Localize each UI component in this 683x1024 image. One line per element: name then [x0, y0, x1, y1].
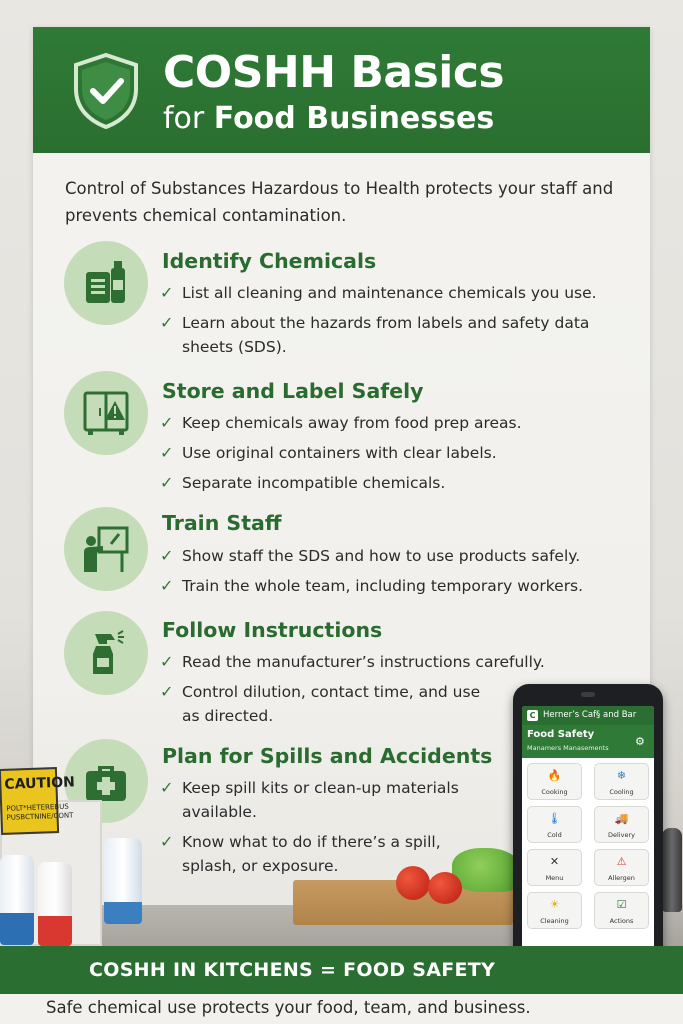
check-icon: ✓: [160, 832, 174, 851]
section-title: Plan for Spills and Accidents: [162, 744, 493, 768]
check-icon: ✓: [160, 473, 174, 492]
list-item: [160, 441, 630, 465]
subtitle-strong: Food Businesses: [213, 101, 495, 136]
pepper-grinder: [662, 828, 682, 912]
footer: [0, 994, 683, 1024]
list-item: [160, 471, 630, 495]
section-icon-circle: [64, 507, 148, 591]
bullet-text: Keep spill kits or clean-up materials available.: [182, 779, 459, 821]
tile-label: Delivery: [608, 831, 635, 839]
poster-header: [33, 27, 650, 153]
tile-delivery[interactable]: [594, 806, 649, 843]
intro-text: Control of Substances Hazardous to Health protects your staff and prevents chemical contamination.: [65, 179, 614, 225]
check-icon: ✓: [160, 778, 174, 797]
tile-allergen[interactable]: [594, 849, 649, 886]
tile-label: Menu: [545, 874, 564, 882]
section-icon-circle: [64, 611, 148, 695]
bullet-text: Use original containers with clear labels.: [182, 444, 497, 462]
caution-title: CAUTION: [4, 774, 76, 793]
bullet-list: [160, 650, 545, 728]
detergent-bottle: [104, 838, 142, 924]
check-icon: ✓: [160, 576, 174, 595]
spray-bottle: [38, 862, 72, 946]
clipboard-check-icon: ☑: [616, 898, 627, 911]
gear-icon[interactable]: ⚙: [635, 735, 645, 748]
bullet-list: [160, 544, 630, 598]
list-item: [160, 311, 630, 359]
check-icon: ✓: [160, 313, 174, 332]
bullet-text: List all cleaning and maintenance chemicals you use.: [182, 284, 597, 302]
smartphone: [513, 684, 663, 966]
bullet-list: [160, 411, 630, 495]
section-title: Store and Label Safely: [162, 379, 424, 403]
chemical-bottles-icon: [81, 258, 131, 308]
tile-cold[interactable]: [527, 806, 582, 843]
list-item: [160, 776, 480, 824]
caution-line: POLT*HETEREBUS: [6, 802, 69, 813]
section-title: Identify Chemicals: [162, 249, 377, 273]
check-icon: ✓: [160, 682, 174, 701]
check-icon: ✓: [160, 652, 174, 671]
list-item: [160, 830, 480, 878]
caution-text: [6, 802, 73, 822]
section-title: Train Staff: [162, 511, 282, 535]
shield-check-icon: [70, 51, 142, 131]
check-icon: ✓: [160, 413, 174, 432]
bullet-text: Show staff the SDS and how to use products safely.: [182, 547, 581, 565]
check-icon: ✓: [160, 546, 174, 565]
tile-label: Cooling: [609, 788, 634, 796]
app-bar: [522, 706, 654, 725]
list-item: [160, 281, 630, 305]
tile-label: Cooking: [541, 788, 568, 796]
tile-label: Allergen: [608, 874, 635, 882]
bullet-text: Read the manufacturer’s instructions carefully.: [182, 653, 545, 671]
caution-line: PUSBCTNINE/CONT: [6, 811, 74, 822]
banner-text: COSHH IN KITCHENS = FOOD SAFETY: [89, 959, 496, 981]
footer-text: Safe chemical use protects your food, team, and business.: [46, 998, 531, 1017]
tomato: [428, 872, 462, 904]
tile-actions[interactable]: [594, 892, 649, 929]
list-item: [160, 544, 630, 568]
bullet-list: [160, 776, 480, 878]
bullet-list: [160, 281, 630, 359]
phone-screen: [522, 706, 654, 955]
bullet-text: Keep chemicals away from food prep areas.: [182, 414, 522, 432]
lettuce: [452, 848, 522, 892]
snowflake-icon: ❄: [616, 769, 627, 782]
hazard-cabinet-icon: [81, 388, 131, 438]
section-title: Follow Instructions: [162, 618, 383, 642]
tile-label: Actions: [609, 917, 634, 925]
bullet-text: Train the whole team, including temporary workers.: [182, 577, 584, 595]
truck-icon: 🚚: [614, 812, 629, 825]
tile-cleaning[interactable]: [527, 892, 582, 929]
warning-shield-icon: ⚠: [616, 855, 627, 868]
spray-bottle-icon: [81, 628, 131, 678]
app-subtitle: Manamers Manasements: [527, 744, 609, 752]
trainer-board-icon: [81, 524, 131, 574]
tile-menu[interactable]: [527, 849, 582, 886]
bullet-text: Separate incompatible chemicals.: [182, 474, 446, 492]
utensils-icon: ✕: [549, 855, 560, 868]
tile-cooking[interactable]: [527, 763, 582, 800]
check-icon: ✓: [160, 443, 174, 462]
tile-label: Cleaning: [540, 917, 569, 925]
flame-icon: 🔥: [547, 769, 562, 782]
list-item: [160, 411, 630, 435]
app-logo: C: [527, 710, 538, 721]
list-item: [160, 650, 630, 674]
tile-label: Cold: [547, 831, 562, 839]
thermometer-icon: 🌡: [547, 812, 562, 825]
app-title: Food Safety: [527, 729, 595, 740]
sparkle-icon: ☀: [549, 898, 560, 911]
check-icon: ✓: [160, 283, 174, 302]
page-subtitle: [163, 101, 494, 136]
bullet-text: Learn about the hazards from labels and safety data sheets (SDS).: [182, 314, 590, 356]
tile-cooling[interactable]: [594, 763, 649, 800]
business-name: Herner’s Caf§ and Bar: [543, 710, 637, 720]
tomato: [396, 866, 430, 900]
list-item: [160, 680, 490, 728]
bullet-text: Control dilution, contact time, and use as directed.: [182, 683, 481, 725]
bullet-text: Know what to do if there’s a spill, splash, or exposure.: [182, 833, 441, 875]
list-item: [160, 574, 630, 598]
subtitle-lead: for: [163, 101, 205, 136]
caution-sign: [0, 767, 76, 835]
app-header: [522, 725, 654, 758]
phone-speaker: [581, 692, 595, 697]
page-title: COSHH Basics: [163, 47, 505, 98]
cleaner-bottle: [0, 855, 34, 945]
bottom-banner: [0, 946, 683, 994]
first-aid-kit-icon: [81, 756, 131, 806]
section-icon-circle: [64, 371, 148, 455]
section-icon-circle: [64, 241, 148, 325]
